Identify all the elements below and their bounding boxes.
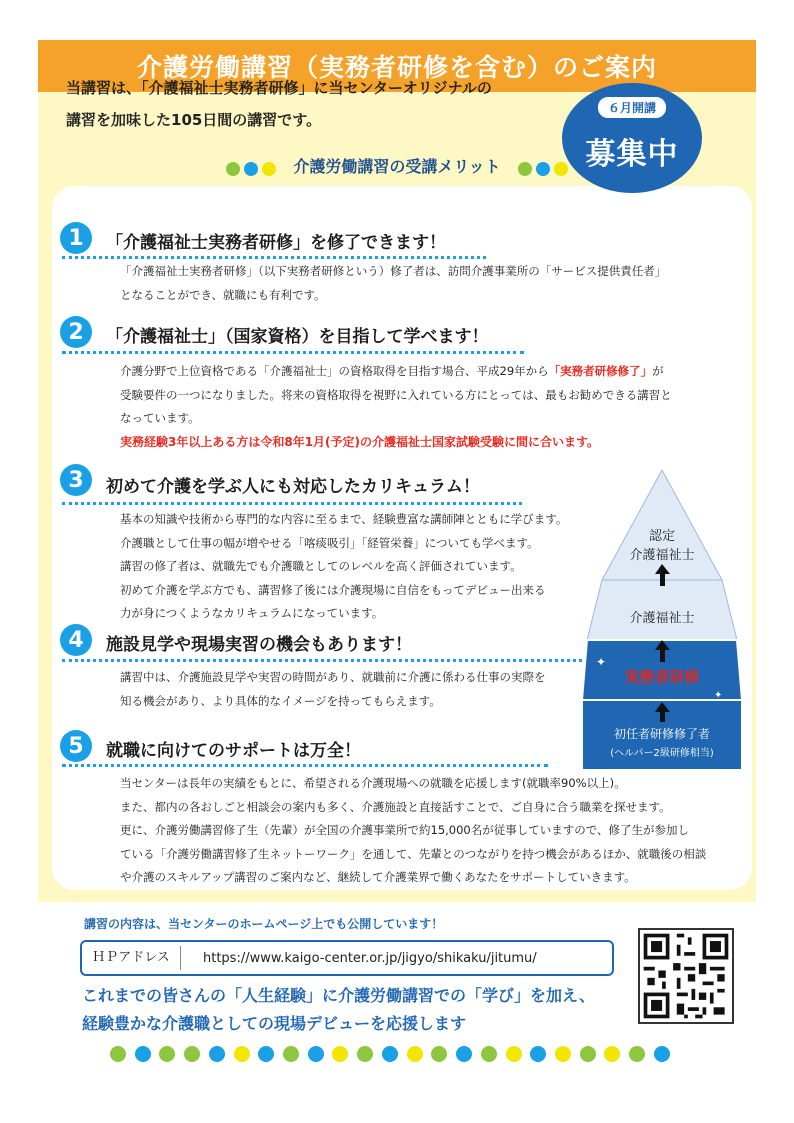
decor-dots-right [516, 158, 570, 177]
merit-body-3 [120, 508, 567, 626]
sparkle-icon: ✦ [714, 690, 723, 701]
red-note: 実務経験3年以上ある方は令和8年1月(予定)の介護福祉士国家試験受験に間に合います。 [120, 434, 600, 449]
pyramid-label-bottom-1: 初任者研修修了者 [613, 727, 711, 741]
closing-line-1: これまでの皆さんの「人生経験」に介護労働講習での「学び」を加え、 [82, 986, 595, 1005]
text-line: となることができ、就職にも有利です。 [120, 287, 326, 302]
recruit-label: 募集中 [585, 137, 679, 172]
text-line: なっています。 [120, 411, 200, 425]
merit-number-4: 4 [60, 624, 92, 656]
pyramid-label-3: 実務者研修 [624, 668, 700, 686]
dotted-divider [62, 502, 522, 505]
merit-number-3: 3 [60, 464, 92, 496]
text-line: 受験要件の一つになりました。将来の資格取得を視野に入れている方にとっては、最もお勧めできる講習と [120, 387, 672, 402]
merit-number-5: 5 [60, 730, 92, 762]
text-line: 講習の修了者は、就職先でも介護職としてのレベルを高く評価されています。 [120, 559, 522, 573]
decor-dots-left [224, 158, 278, 177]
text-line: 力が身につくようなカリキュラムになっています。 [120, 606, 384, 620]
pyramid-label-top-1: 認定 [648, 529, 676, 544]
text-line: 介護職として仕事の幅が増やせる「喀痰吸引」「経管栄養」についても学べます。 [120, 535, 539, 550]
closing-line-2: 経験豊かな介護職としての現場デビューを応援します [82, 1014, 467, 1033]
merit-body-5 [120, 772, 706, 890]
dotted-divider [62, 764, 548, 767]
text-line: 当センターは長年の実績をもとに、希望される介護現場への就職を応援します(就職率90%以上)。 [120, 776, 626, 790]
closing-message [82, 982, 595, 1038]
merit-heading-text: 介護労働講習の受講メリット [293, 157, 501, 176]
text-line: 「介護福祉士実務者研修」（以下実務者研修という）修了者は、訪問介護事業所の「サービス提供責任者」 [120, 264, 667, 278]
merit-heading-1: 「介護福祉士実務者研修」を修了できます！ [106, 233, 446, 253]
text-line: や介護のスキルアップ講習のご案内など、継続して介護業界で働くあなたをサポートしていきます。 [120, 870, 636, 884]
dotted-divider [62, 256, 486, 259]
text-line: 更に、介護労働講習修了生（先輩）が全国の介護事業所で約15,000名が従事していますので、修了生が参加し [120, 823, 690, 837]
merit-heading-5: 就職に向けてのサポートは万全！ [106, 741, 361, 761]
merit-body-2 [120, 360, 672, 454]
qr-code-icon[interactable] [638, 928, 734, 1024]
merit-heading [0, 154, 794, 177]
recruit-month: ６月開講 [596, 95, 668, 120]
hp-label: ＨＰアドレス [82, 946, 181, 970]
hp-note: 講習の内容は、当センターのホームページ上でも公開しています！ [84, 917, 444, 931]
intro-line-2: 講習を加味した105日間の講習です。 [66, 111, 322, 129]
text-line: 知る機会があり、より具体的なイメージを持ってもらえます。 [120, 693, 441, 708]
dotted-divider [62, 659, 582, 662]
pyramid-label-2: 介護福祉士 [629, 611, 695, 626]
merit-body-4 [120, 666, 546, 713]
pyramid-level-2 [587, 580, 737, 640]
pyramid-label-top-2: 介護福祉士 [629, 548, 695, 563]
text-line: 講習中は、介護施設見学や実習の時間があり、就職前に介護に係わる仕事の実際を [120, 670, 546, 684]
dotted-divider [62, 351, 524, 354]
text-line: 介護分野で上位資格である「介護福祉士」の資格取得を目指す場合、平成29年から「実務者研修修了」が [120, 364, 664, 378]
text-line: また、都内の各おしごと相談会の案内も多く、介護施設と直接話すことで、ご自身に合う職業を探せます。 [120, 799, 671, 814]
qualification-pyramid [582, 470, 742, 770]
intro-line-1: 当講習は、「介護福祉士実務者研修」に当センターオリジナルの [66, 79, 492, 97]
merit-heading-2: 「介護福祉士」（国家資格）を目指して学べます！ [106, 327, 489, 347]
text-line: 初めて介護を学ぶ方でも、講習修了後には介護現場に自信をもってデビュー出来る [120, 582, 546, 597]
hp-url-link[interactable]: https://www.kaigo-center.or.jp/jigyo/shikaku/jitumu/ [203, 950, 537, 966]
text-line: 基本の知識や技術から専門的な内容に至るまで、経験豊富な講師陣とともに学びます。 [120, 512, 568, 526]
pyramid-level-top [602, 470, 722, 580]
page-title: 介護労働講習（実務者研修を含む）のご案内 [38, 40, 756, 92]
decor-dots-bottom [110, 1046, 670, 1062]
sparkle-icon: ✦ [596, 655, 607, 669]
hp-address-box [80, 940, 614, 976]
merit-number-1: 1 [60, 222, 92, 254]
highlight-text: 「実務者研修修了」 [548, 364, 653, 378]
merit-number-2: 2 [60, 316, 92, 348]
merit-heading-3: 初めて介護を学ぶ人にも対応したカリキュラム！ [106, 477, 480, 497]
merit-body-1 [120, 260, 666, 307]
text-line: ている「介護労働講習修了生ネットーワーク」を通して、先輩とのつながりを持つ機会があるほか、就職後の相談 [120, 846, 707, 861]
merit-heading-4: 施設見学や現場実習の機会もあります！ [106, 635, 412, 655]
pyramid-label-bottom-2: (ヘルパー2級研修相当) [610, 748, 714, 759]
intro-text [66, 72, 492, 136]
